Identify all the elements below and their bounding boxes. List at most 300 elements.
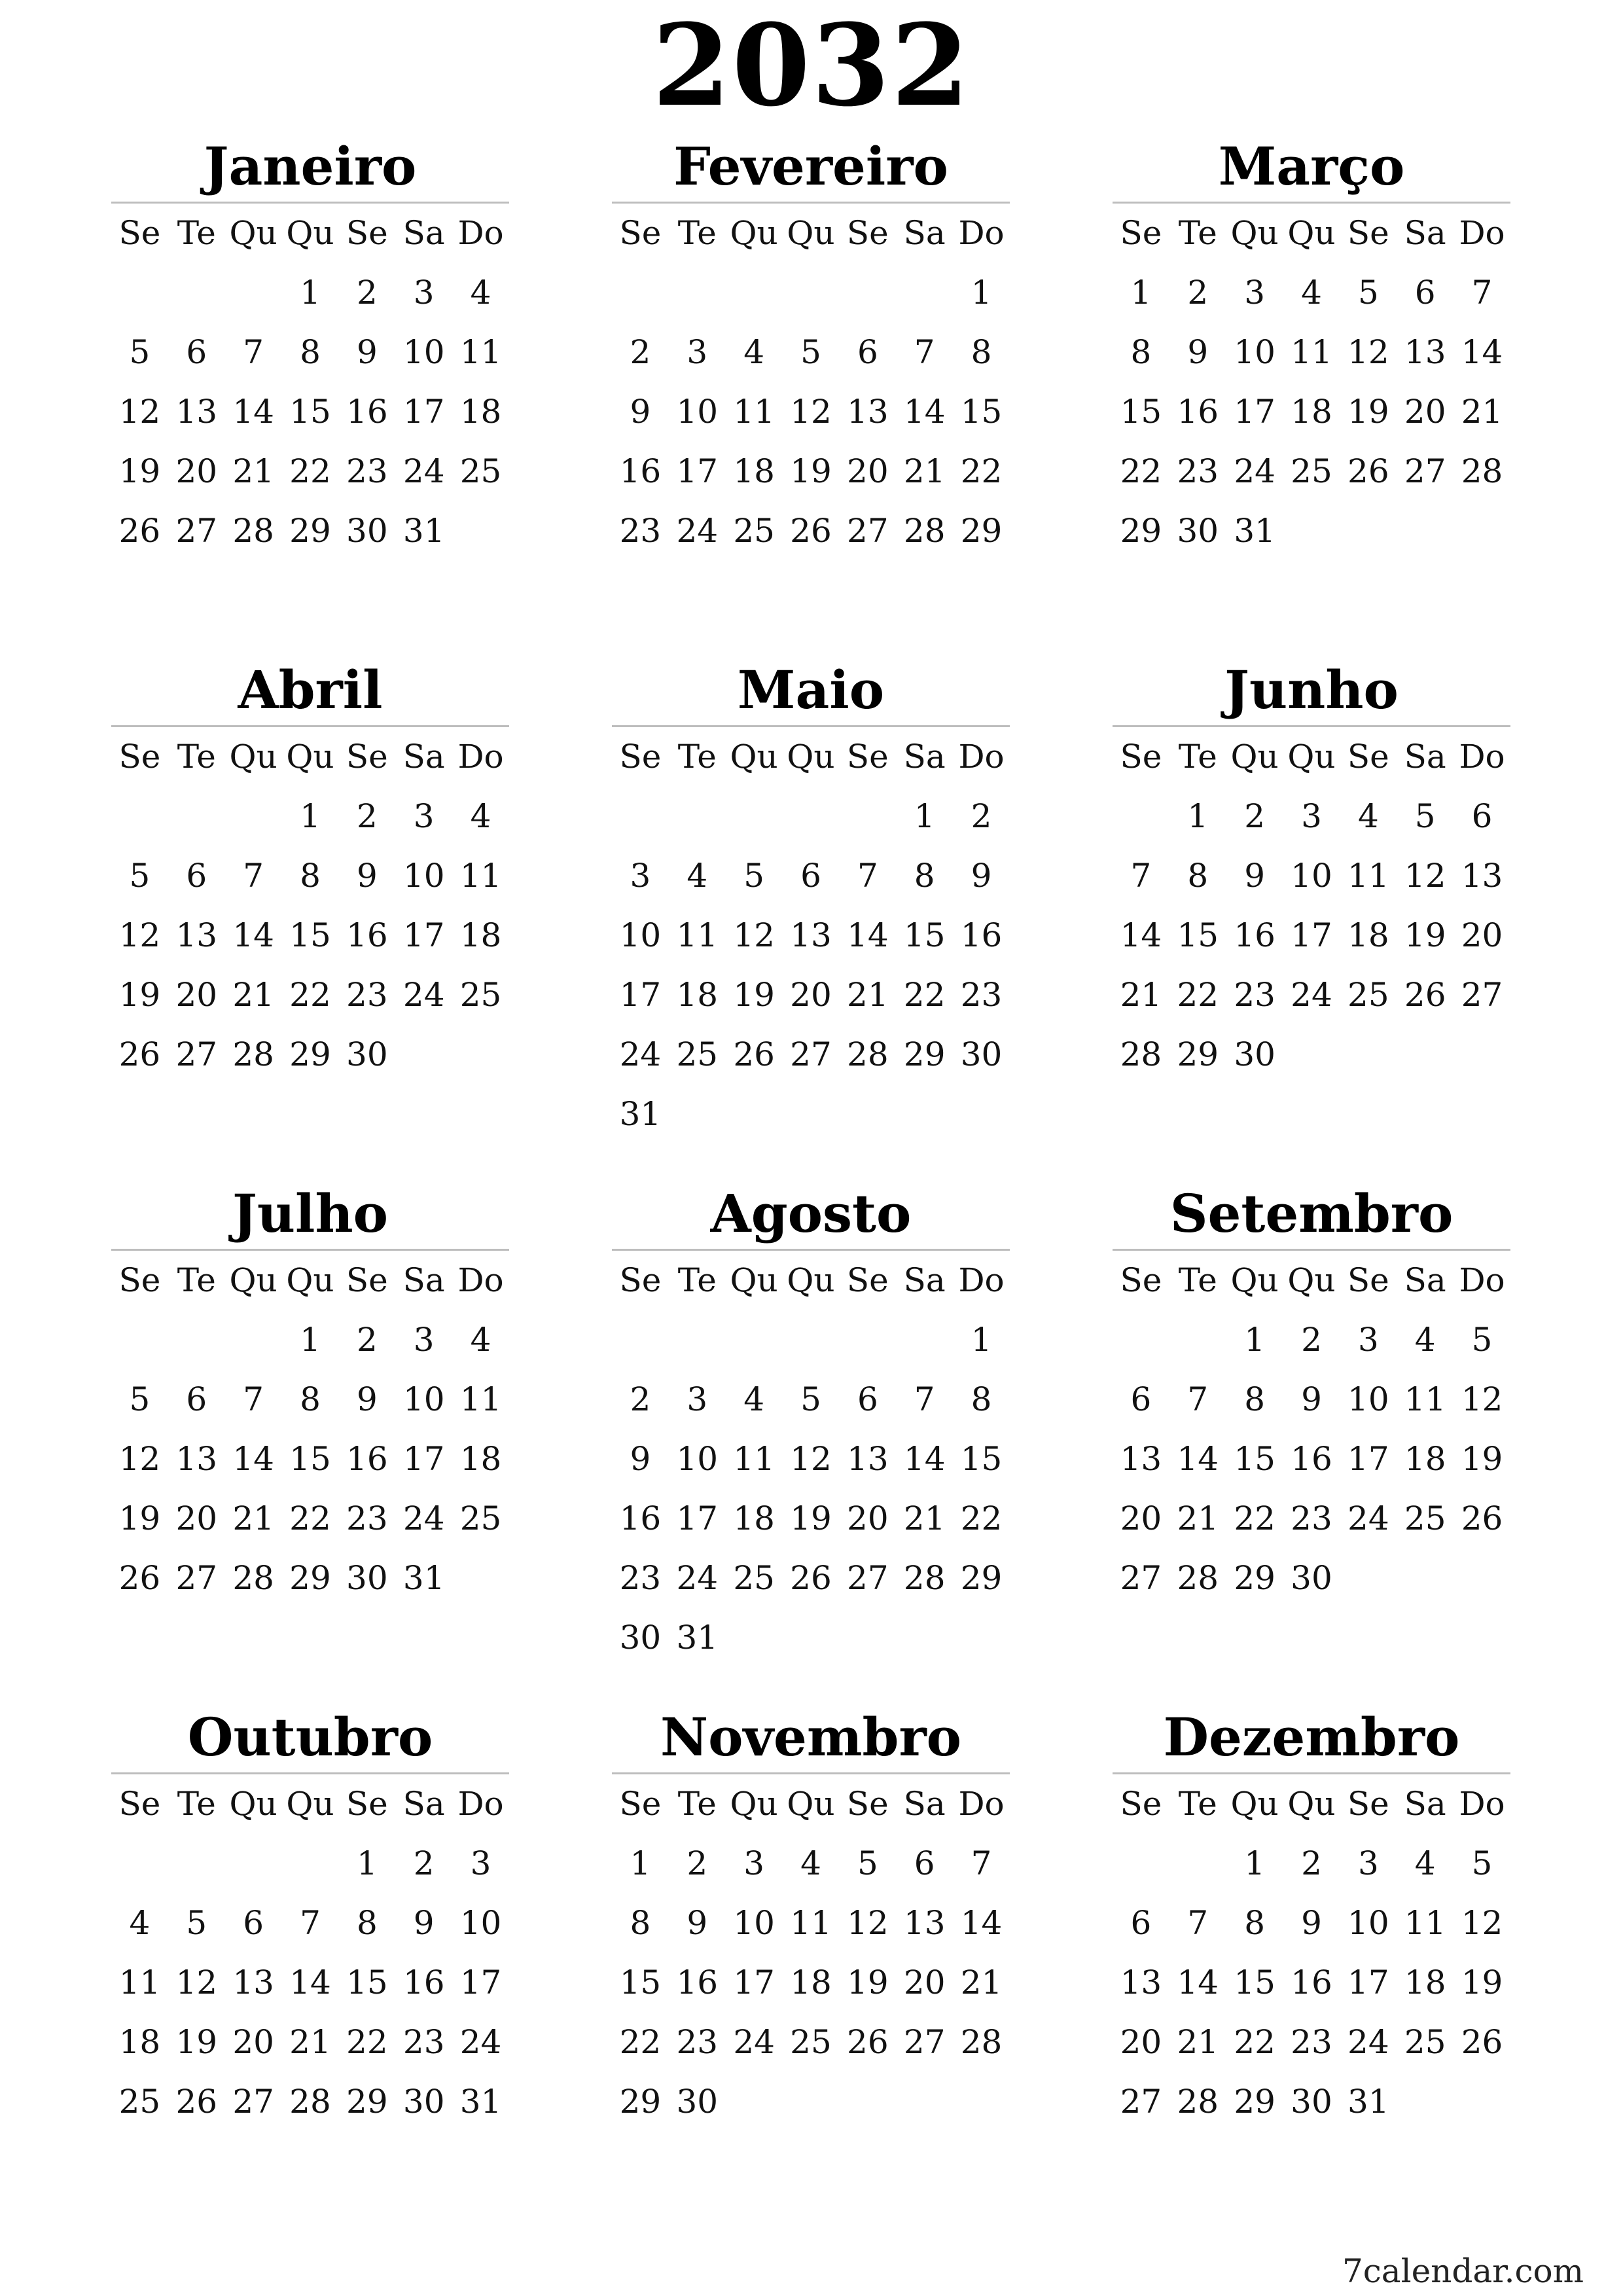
day-cell: 9 bbox=[687, 1904, 708, 1942]
day-cell: 26 bbox=[118, 512, 161, 550]
day-cell: 5 bbox=[1471, 1844, 1493, 1882]
day-cell: 6 bbox=[186, 857, 207, 895]
day-cell: 7 bbox=[300, 1904, 321, 1942]
day-cell: 12 bbox=[1404, 857, 1446, 895]
day-cell: 25 bbox=[118, 2083, 161, 2121]
month-title: Maio bbox=[612, 655, 1010, 727]
day-cell: 16 bbox=[960, 916, 1003, 954]
month-grid bbox=[1113, 727, 1510, 1085]
day-cell: 12 bbox=[118, 1440, 161, 1478]
day-cell: 29 bbox=[903, 1035, 946, 1073]
day-cell: 9 bbox=[1301, 1904, 1322, 1942]
day-cell: 16 bbox=[402, 1964, 445, 2001]
month-grid bbox=[111, 727, 509, 1085]
day-cell: 4 bbox=[1414, 1321, 1436, 1359]
weekday-header: Se bbox=[1120, 214, 1162, 252]
day-cell: 21 bbox=[1177, 2023, 1219, 2061]
day-cell: 28 bbox=[1461, 452, 1503, 490]
day-cell: 24 bbox=[676, 512, 719, 550]
day-cell: 19 bbox=[1404, 916, 1446, 954]
day-cell: 20 bbox=[175, 452, 218, 490]
day-cell: 2 bbox=[1301, 1844, 1322, 1882]
day-cell: 3 bbox=[687, 333, 708, 371]
day-cell: 26 bbox=[1461, 1499, 1503, 1537]
day-cell: 24 bbox=[402, 976, 445, 1014]
day-cell: 20 bbox=[1120, 1499, 1162, 1537]
day-cell: 12 bbox=[847, 1904, 889, 1942]
month-grid bbox=[612, 727, 1010, 1144]
empty-cell bbox=[1169, 1310, 1226, 1370]
weekday-header: Se bbox=[118, 738, 161, 776]
day-cell: 14 bbox=[232, 916, 274, 954]
day-cell: 27 bbox=[847, 512, 889, 550]
weekday-header: Qu bbox=[787, 1785, 835, 1823]
day-cell: 7 bbox=[971, 1844, 992, 1882]
day-cell: 6 bbox=[914, 1844, 935, 1882]
day-cell: 30 bbox=[346, 1559, 388, 1597]
day-cell: 25 bbox=[790, 2023, 832, 2061]
day-cell: 4 bbox=[743, 333, 765, 371]
day-cell: 14 bbox=[847, 916, 889, 954]
day-cell: 29 bbox=[960, 1559, 1003, 1597]
day-cell: 28 bbox=[289, 2083, 331, 2121]
day-cell: 2 bbox=[356, 797, 378, 835]
day-cell: 6 bbox=[1414, 274, 1436, 312]
day-cell: 6 bbox=[1130, 1380, 1152, 1418]
day-cell: 6 bbox=[243, 1904, 264, 1942]
day-cell: 17 bbox=[402, 1440, 445, 1478]
weekday-header: Sa bbox=[402, 214, 445, 252]
day-cell: 26 bbox=[1347, 452, 1389, 490]
day-cell: 5 bbox=[800, 333, 821, 371]
day-cell: 24 bbox=[459, 2023, 502, 2061]
day-cell: 11 bbox=[790, 1904, 832, 1942]
day-cell: 25 bbox=[1404, 1499, 1446, 1537]
day-cell: 3 bbox=[470, 1844, 491, 1882]
empty-cell bbox=[669, 263, 726, 323]
day-cell: 17 bbox=[733, 1964, 775, 2001]
empty-cell bbox=[1113, 1310, 1169, 1370]
day-cell: 11 bbox=[459, 1380, 502, 1418]
day-cell: 10 bbox=[1347, 1380, 1389, 1418]
weekday-header: Te bbox=[177, 738, 216, 776]
day-cell: 2 bbox=[1301, 1321, 1322, 1359]
day-cell: 2 bbox=[413, 1844, 435, 1882]
day-cell: 17 bbox=[1291, 916, 1332, 954]
day-cell: 13 bbox=[175, 393, 218, 431]
day-cell: 8 bbox=[300, 1380, 321, 1418]
day-cell: 16 bbox=[1177, 393, 1219, 431]
day-cell: 14 bbox=[960, 1904, 1003, 1942]
day-cell: 17 bbox=[402, 393, 445, 431]
day-cell: 23 bbox=[619, 512, 662, 550]
weekday-header: Te bbox=[177, 1261, 216, 1299]
day-cell: 27 bbox=[847, 1559, 889, 1597]
day-cell: 18 bbox=[733, 1499, 775, 1537]
day-cell: 24 bbox=[402, 1499, 445, 1537]
weekday-header: Qu bbox=[787, 738, 835, 776]
day-cell: 26 bbox=[790, 1559, 832, 1597]
empty-cell bbox=[896, 1310, 953, 1370]
empty-cell bbox=[111, 263, 168, 323]
day-cell: 15 bbox=[903, 916, 946, 954]
day-cell: 25 bbox=[1347, 976, 1389, 1014]
day-cell: 27 bbox=[175, 512, 218, 550]
day-cell: 23 bbox=[346, 452, 388, 490]
day-cell: 3 bbox=[687, 1380, 708, 1418]
day-cell: 13 bbox=[1120, 1440, 1162, 1478]
day-cell: 20 bbox=[790, 976, 832, 1014]
day-cell: 31 bbox=[676, 1619, 719, 1657]
day-cell: 8 bbox=[971, 1380, 992, 1418]
day-cell: 27 bbox=[175, 1035, 218, 1073]
day-cell: 7 bbox=[1187, 1904, 1209, 1942]
day-cell: 13 bbox=[903, 1904, 946, 1942]
month-grid bbox=[1113, 1774, 1510, 2132]
day-cell: 17 bbox=[1234, 393, 1275, 431]
day-cell: 15 bbox=[289, 393, 331, 431]
month-title: Dezembro bbox=[1113, 1702, 1510, 1774]
day-cell: 11 bbox=[459, 333, 502, 371]
day-cell: 27 bbox=[175, 1559, 218, 1597]
day-cell: 28 bbox=[232, 1035, 274, 1073]
day-cell: 15 bbox=[960, 393, 1003, 431]
day-cell: 3 bbox=[1357, 1844, 1379, 1882]
weekday-header: Se bbox=[346, 214, 388, 252]
month-setembro bbox=[1113, 1178, 1510, 1608]
day-cell: 21 bbox=[847, 976, 889, 1014]
day-cell: 16 bbox=[1291, 1964, 1332, 2001]
day-cell: 6 bbox=[1130, 1904, 1152, 1942]
weekday-header: Do bbox=[958, 1785, 1005, 1823]
weekday-header: Se bbox=[1347, 1261, 1389, 1299]
weekday-header: Qu bbox=[1287, 1785, 1336, 1823]
day-cell: 14 bbox=[1461, 333, 1503, 371]
day-cell: 29 bbox=[1234, 2083, 1275, 2121]
day-cell: 15 bbox=[1234, 1964, 1275, 2001]
day-cell: 18 bbox=[733, 452, 775, 490]
empty-cell bbox=[111, 787, 168, 846]
weekday-header: Sa bbox=[903, 738, 946, 776]
day-cell: 12 bbox=[790, 1440, 832, 1478]
empty-cell bbox=[168, 263, 225, 323]
empty-cell bbox=[1113, 1834, 1169, 1893]
day-cell: 18 bbox=[1404, 1440, 1446, 1478]
day-cell: 12 bbox=[1461, 1904, 1503, 1942]
day-cell: 28 bbox=[960, 2023, 1003, 2061]
weekday-header: Qu bbox=[229, 738, 277, 776]
weekday-header: Se bbox=[619, 738, 662, 776]
day-cell: 6 bbox=[1471, 797, 1493, 835]
day-cell: 28 bbox=[1177, 2083, 1219, 2121]
day-cell: 25 bbox=[676, 1035, 719, 1073]
day-cell: 9 bbox=[1301, 1380, 1322, 1418]
day-cell: 12 bbox=[1461, 1380, 1503, 1418]
day-cell: 23 bbox=[619, 1559, 662, 1597]
day-cell: 17 bbox=[402, 916, 445, 954]
day-cell: 19 bbox=[118, 452, 161, 490]
weekday-header: Do bbox=[1459, 214, 1505, 252]
day-cell: 19 bbox=[175, 2023, 218, 2061]
day-cell: 29 bbox=[619, 2083, 662, 2121]
empty-cell bbox=[612, 787, 669, 846]
day-cell: 13 bbox=[232, 1964, 274, 2001]
weekday-header: Do bbox=[457, 214, 504, 252]
day-cell: 24 bbox=[1234, 452, 1275, 490]
day-cell: 14 bbox=[903, 1440, 946, 1478]
day-cell: 10 bbox=[676, 1440, 719, 1478]
month-title: Julho bbox=[111, 1178, 509, 1251]
empty-cell bbox=[896, 263, 953, 323]
empty-cell bbox=[839, 787, 896, 846]
day-cell: 13 bbox=[175, 916, 218, 954]
weekday-header: Se bbox=[1120, 1785, 1162, 1823]
day-cell: 5 bbox=[1414, 797, 1436, 835]
day-cell: 29 bbox=[1234, 1559, 1275, 1597]
weekday-header: Se bbox=[619, 1261, 662, 1299]
month-junho bbox=[1113, 655, 1510, 1085]
day-cell: 26 bbox=[118, 1559, 161, 1597]
day-cell: 22 bbox=[289, 452, 331, 490]
day-cell: 16 bbox=[676, 1964, 719, 2001]
weekday-header: Qu bbox=[1287, 1261, 1336, 1299]
day-cell: 1 bbox=[356, 1844, 378, 1882]
month-title: Outubro bbox=[111, 1702, 509, 1774]
weekday-header: Qu bbox=[1230, 214, 1279, 252]
day-cell: 17 bbox=[459, 1964, 502, 2001]
weekday-header: Qu bbox=[229, 1261, 277, 1299]
empty-cell bbox=[612, 1310, 669, 1370]
day-cell: 1 bbox=[971, 1321, 992, 1359]
day-cell: 21 bbox=[1120, 976, 1162, 1014]
weekday-header: Se bbox=[846, 738, 889, 776]
day-cell: 31 bbox=[619, 1095, 662, 1133]
empty-cell bbox=[612, 263, 669, 323]
day-cell: 17 bbox=[1347, 1964, 1389, 2001]
day-cell: 17 bbox=[676, 1499, 719, 1537]
day-cell: 30 bbox=[346, 512, 388, 550]
day-cell: 7 bbox=[1187, 1380, 1209, 1418]
day-cell: 22 bbox=[619, 2023, 662, 2061]
day-cell: 15 bbox=[1177, 916, 1219, 954]
day-cell: 3 bbox=[1357, 1321, 1379, 1359]
day-cell: 4 bbox=[687, 857, 708, 895]
day-cell: 10 bbox=[402, 333, 445, 371]
day-cell: 13 bbox=[790, 916, 832, 954]
day-cell: 13 bbox=[175, 1440, 218, 1478]
day-cell: 11 bbox=[118, 1964, 161, 2001]
day-cell: 20 bbox=[175, 1499, 218, 1537]
day-cell: 25 bbox=[733, 512, 775, 550]
day-cell: 9 bbox=[356, 857, 378, 895]
weekday-header: Te bbox=[677, 214, 717, 252]
day-cell: 22 bbox=[903, 976, 946, 1014]
month-fevereiro bbox=[612, 131, 1010, 561]
weekday-header: Sa bbox=[1404, 738, 1446, 776]
empty-cell bbox=[669, 1310, 726, 1370]
day-cell: 17 bbox=[619, 976, 662, 1014]
day-cell: 11 bbox=[459, 857, 502, 895]
empty-cell bbox=[783, 1310, 840, 1370]
day-cell: 31 bbox=[1347, 2083, 1389, 2121]
month-grid bbox=[1113, 1251, 1510, 1608]
day-cell: 13 bbox=[847, 393, 889, 431]
day-cell: 23 bbox=[346, 1499, 388, 1537]
weekday-header: Se bbox=[846, 214, 889, 252]
day-cell: 18 bbox=[790, 1964, 832, 2001]
day-cell: 16 bbox=[619, 1499, 662, 1537]
day-cell: 11 bbox=[1291, 333, 1332, 371]
day-cell: 23 bbox=[402, 2023, 445, 2061]
day-cell: 1 bbox=[914, 797, 935, 835]
day-cell: 19 bbox=[733, 976, 775, 1014]
day-cell: 23 bbox=[676, 2023, 719, 2061]
day-cell: 4 bbox=[1414, 1844, 1436, 1882]
day-cell: 4 bbox=[743, 1380, 765, 1418]
empty-cell bbox=[783, 263, 840, 323]
day-cell: 28 bbox=[903, 1559, 946, 1597]
day-cell: 2 bbox=[971, 797, 992, 835]
day-cell: 19 bbox=[847, 1964, 889, 2001]
day-cell: 15 bbox=[289, 916, 331, 954]
day-cell: 28 bbox=[1120, 1035, 1162, 1073]
weekday-header: Sa bbox=[903, 1785, 946, 1823]
day-cell: 2 bbox=[630, 333, 651, 371]
day-cell: 7 bbox=[1471, 274, 1493, 312]
day-cell: 26 bbox=[847, 2023, 889, 2061]
day-cell: 21 bbox=[1177, 1499, 1219, 1537]
day-cell: 29 bbox=[289, 1559, 331, 1597]
day-cell: 16 bbox=[1234, 916, 1275, 954]
day-cell: 5 bbox=[857, 1844, 878, 1882]
day-cell: 19 bbox=[118, 976, 161, 1014]
weekday-header: Qu bbox=[730, 214, 778, 252]
weekday-header: Qu bbox=[286, 1785, 334, 1823]
day-cell: 29 bbox=[1120, 512, 1162, 550]
day-cell: 21 bbox=[960, 1964, 1003, 2001]
day-cell: 23 bbox=[1291, 1499, 1332, 1537]
day-cell: 15 bbox=[619, 1964, 662, 2001]
weekday-header: Sa bbox=[1404, 1261, 1446, 1299]
day-cell: 29 bbox=[289, 512, 331, 550]
day-cell: 24 bbox=[619, 1035, 662, 1073]
day-cell: 22 bbox=[346, 2023, 388, 2061]
month-novembro bbox=[612, 1702, 1010, 2132]
empty-cell bbox=[1169, 1834, 1226, 1893]
weekday-header: Qu bbox=[286, 214, 334, 252]
weekday-header: Qu bbox=[787, 214, 835, 252]
day-cell: 6 bbox=[800, 857, 821, 895]
day-cell: 27 bbox=[903, 2023, 946, 2061]
empty-cell bbox=[225, 263, 282, 323]
day-cell: 16 bbox=[346, 1440, 388, 1478]
day-cell: 14 bbox=[1177, 1964, 1219, 2001]
month-abril bbox=[111, 655, 509, 1085]
empty-cell bbox=[168, 1310, 225, 1370]
day-cell: 12 bbox=[118, 916, 161, 954]
month-grid bbox=[1113, 204, 1510, 561]
day-cell: 10 bbox=[733, 1904, 775, 1942]
day-cell: 16 bbox=[346, 393, 388, 431]
weekday-header: Qu bbox=[1230, 738, 1279, 776]
day-cell: 4 bbox=[470, 274, 491, 312]
day-cell: 7 bbox=[243, 857, 264, 895]
day-cell: 8 bbox=[914, 857, 935, 895]
day-cell: 9 bbox=[630, 393, 651, 431]
day-cell: 14 bbox=[232, 393, 274, 431]
empty-cell bbox=[783, 787, 840, 846]
day-cell: 11 bbox=[1347, 857, 1389, 895]
day-cell: 19 bbox=[118, 1499, 161, 1537]
day-cell: 22 bbox=[289, 976, 331, 1014]
day-cell: 25 bbox=[459, 1499, 502, 1537]
day-cell: 14 bbox=[903, 393, 946, 431]
day-cell: 18 bbox=[676, 976, 719, 1014]
empty-cell bbox=[726, 787, 783, 846]
day-cell: 18 bbox=[459, 393, 502, 431]
day-cell: 26 bbox=[175, 2083, 218, 2121]
day-cell: 13 bbox=[1404, 333, 1446, 371]
day-cell: 17 bbox=[1347, 1440, 1389, 1478]
day-cell: 22 bbox=[960, 1499, 1003, 1537]
day-cell: 27 bbox=[1404, 452, 1446, 490]
day-cell: 29 bbox=[960, 512, 1003, 550]
day-cell: 20 bbox=[175, 976, 218, 1014]
day-cell: 31 bbox=[402, 512, 445, 550]
day-cell: 20 bbox=[1461, 916, 1503, 954]
day-cell: 30 bbox=[960, 1035, 1003, 1073]
day-cell: 19 bbox=[790, 452, 832, 490]
year-title: 2032 bbox=[652, 0, 971, 132]
empty-cell bbox=[669, 787, 726, 846]
day-cell: 13 bbox=[847, 1440, 889, 1478]
weekday-header: Qu bbox=[286, 738, 334, 776]
weekday-header: Qu bbox=[730, 738, 778, 776]
day-cell: 29 bbox=[1177, 1035, 1219, 1073]
weekday-header: Se bbox=[118, 214, 161, 252]
month-grid bbox=[612, 1251, 1010, 1668]
day-cell: 8 bbox=[1130, 333, 1152, 371]
day-cell: 7 bbox=[1130, 857, 1152, 895]
month-grid bbox=[612, 204, 1010, 561]
day-cell: 30 bbox=[1291, 1559, 1332, 1597]
day-cell: 3 bbox=[630, 857, 651, 895]
month-title: Junho bbox=[1113, 655, 1510, 727]
weekday-header: Do bbox=[958, 1261, 1005, 1299]
day-cell: 21 bbox=[903, 452, 946, 490]
weekday-header: Se bbox=[346, 1785, 388, 1823]
day-cell: 7 bbox=[243, 1380, 264, 1418]
day-cell: 1 bbox=[300, 274, 321, 312]
day-cell: 22 bbox=[960, 452, 1003, 490]
day-cell: 6 bbox=[857, 1380, 878, 1418]
day-cell: 22 bbox=[289, 1499, 331, 1537]
weekday-header: Qu bbox=[730, 1785, 778, 1823]
day-cell: 6 bbox=[186, 333, 207, 371]
day-cell: 5 bbox=[129, 333, 151, 371]
empty-cell bbox=[726, 1310, 783, 1370]
month-grid bbox=[111, 1774, 509, 2132]
day-cell: 23 bbox=[1291, 2023, 1332, 2061]
day-cell: 25 bbox=[1404, 2023, 1446, 2061]
weekday-header: Se bbox=[619, 214, 662, 252]
day-cell: 18 bbox=[1404, 1964, 1446, 2001]
day-cell: 28 bbox=[232, 1559, 274, 1597]
day-cell: 25 bbox=[1291, 452, 1332, 490]
day-cell: 8 bbox=[1244, 1380, 1266, 1418]
day-cell: 10 bbox=[1291, 857, 1332, 895]
weekday-header: Qu bbox=[286, 1261, 334, 1299]
